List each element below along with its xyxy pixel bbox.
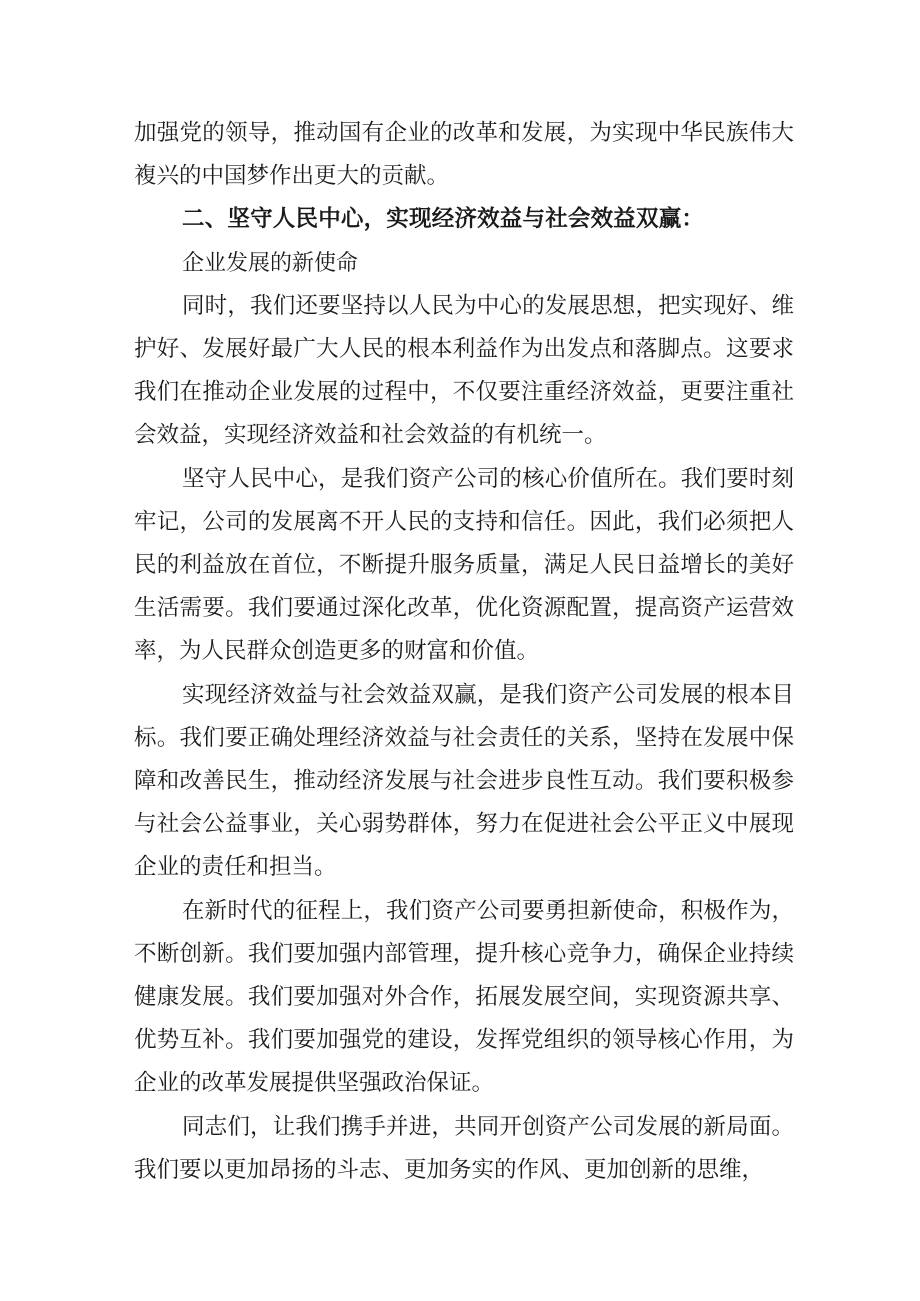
paragraph-2: 坚守人民中心，是我们资产公司的核心价值所在。我们要时刻牢记，公司的发展离不开人民的支持和信任。因此，我们必须把人民的利益放在首位，不断提升服务质量，满足人民日益增长的美好生活需要。我们要通过深化改革，优化资源配置，提高资产运营效率，为人民群众创造更多的财富和价值。 [134,465,794,665]
paragraph-1: 同时，我们还要坚持以人民为中心的发展思想，把实现好、维护好、发展好最广大人民的根本利益作为出发点和落脚点。这要求我们在推动企业发展的过程中，不仅要注重经济效益，更要注重社会效益，实现经济效益和社会效益的有机统一。 [134,292,794,449]
section-heading: 二、坚守人民中心，实现经济效益与社会效益双赢： [182,206,705,233]
paragraph-5: 同志们，让我们携手并进，共同开创资产公司发展的新局面。我们要以更加昂扬的斗志、更加务实的作风、更加创新的思维， [134,1113,794,1183]
section-subheading: 企业发展的新使命 [182,250,359,276]
paragraph-3: 实现经济效益与社会效益双赢，是我们资产公司发展的根本目标。我们要正确处理经济效益与社会责任的关系，坚持在发展中保障和改善民生，推动经济发展与社会进步良性互动。我们要积极参与社会公益事业，关心弱势群体，努力在促进社会公平正义中展现企业的责任和担当。 [134,681,794,881]
document-body [134,112,794,1192]
paragraph-continuation: 加强党的领导，推动国有企业的改革和发展，为实现中华民族伟大複兴的中国梦作出更大的贡献。 [134,120,794,190]
paragraph-4: 在新时代的征程上，我们资产公司要勇担新使命，积极作为，不断创新。我们要加强内部管理，提升核心竞争力，确保企业持续健康发展。我们要加强对外合作，拓展发展空间，实现资源共享、优势互补。我们要加强党的建设，发挥党组织的领导核心作用，为企业的改革发展提供坚强政治保证。 [134,897,794,1097]
